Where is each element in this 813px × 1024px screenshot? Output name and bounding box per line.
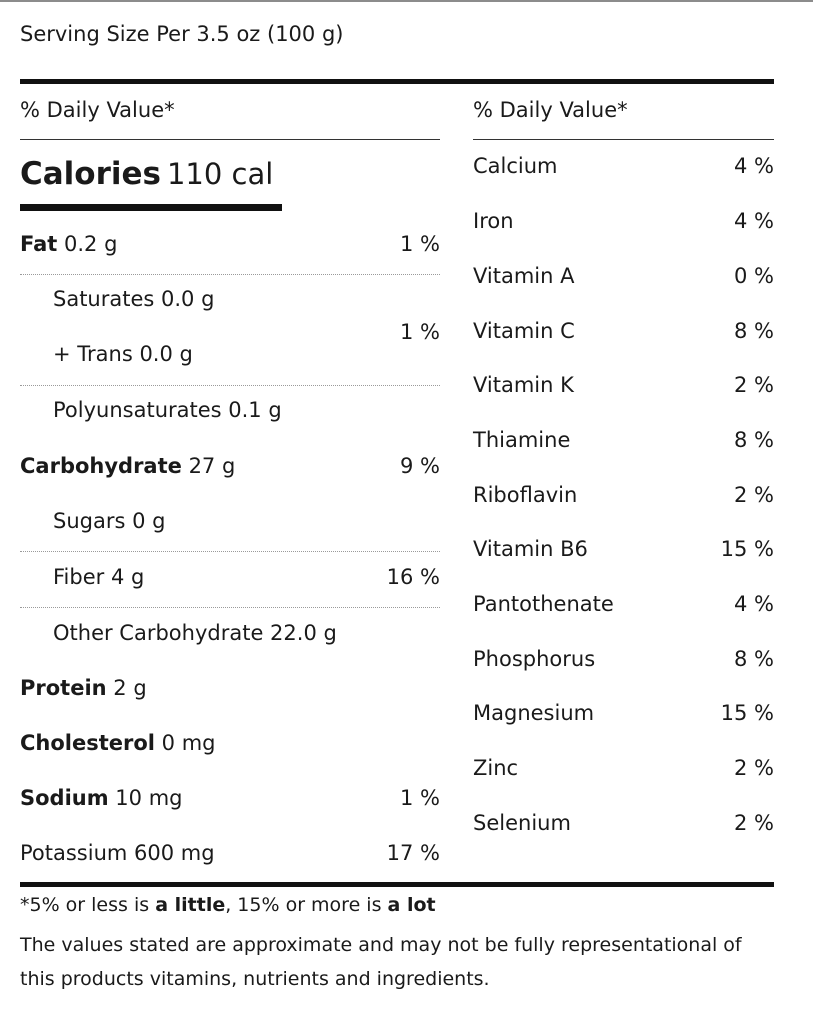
sodium-label: Sodium xyxy=(20,786,109,810)
fat-row xyxy=(20,232,117,256)
nutrient-name: Magnesium xyxy=(473,701,595,725)
footnote-text: *5% or less is xyxy=(20,894,156,916)
sodium-amount: 10 mg xyxy=(108,786,183,810)
protein-amount: 2 g xyxy=(106,676,147,700)
divider xyxy=(20,274,440,275)
saturates-trans-percent: 1 % xyxy=(400,320,440,344)
top-border xyxy=(0,0,813,2)
nutrient-name: Vitamin B6 xyxy=(473,537,588,561)
carbohydrate-row xyxy=(20,454,235,478)
divider xyxy=(20,607,440,608)
nutrient-percent: 4 % xyxy=(734,209,774,233)
carbohydrate-label: Carbohydrate xyxy=(20,454,182,478)
carbohydrate-amount: 27 g xyxy=(181,454,236,478)
cholesterol-label: Cholesterol xyxy=(20,731,155,755)
nutrient-name: Vitamin C xyxy=(473,319,575,343)
trans-row: + Trans 0.0 g xyxy=(53,342,193,366)
potassium-row: Potassium 600 mg xyxy=(20,841,215,865)
calories-label: Calories xyxy=(20,156,161,192)
saturates-row: Saturates 0.0 g xyxy=(53,287,215,311)
cholesterol-amount: 0 mg xyxy=(155,731,216,755)
nutrient-name: Zinc xyxy=(473,756,519,780)
daily-value-header-right xyxy=(473,84,774,140)
fat-label: Fat xyxy=(20,232,58,256)
calories-underline xyxy=(20,204,282,211)
sodium-row xyxy=(20,786,182,810)
daily-value-label: % Daily Value* xyxy=(20,98,175,122)
other-carbohydrate-row: Other Carbohydrate 22.0 g xyxy=(53,621,337,645)
daily-value-footnote xyxy=(20,894,436,916)
potassium-percent: 17 % xyxy=(386,841,440,865)
nutrient-percent: 4 % xyxy=(734,154,774,178)
sodium-percent: 1 % xyxy=(400,786,440,810)
nutrient-name: Pantothenate xyxy=(473,592,614,616)
nutrient-name: Iron xyxy=(473,209,514,233)
nutrient-percent: 15 % xyxy=(720,701,774,725)
cholesterol-row xyxy=(20,731,216,755)
serving-size: Serving Size Per 3.5 oz (100 g) xyxy=(20,22,344,46)
nutrient-name: Vitamin A xyxy=(473,264,575,288)
daily-value-header-left xyxy=(20,84,440,140)
nutrient-percent: 4 % xyxy=(734,592,774,616)
divider xyxy=(20,551,440,552)
footnote-text: , 15% or more is xyxy=(225,894,388,916)
fiber-row: Fiber 4 g xyxy=(53,565,145,589)
daily-value-label: % Daily Value* xyxy=(473,98,628,122)
polyunsaturates-row: Polyunsaturates 0.1 g xyxy=(53,398,282,422)
nutrient-percent: 15 % xyxy=(720,537,774,561)
nutrient-percent: 2 % xyxy=(734,811,774,835)
nutrient-percent: 8 % xyxy=(734,647,774,671)
nutrient-percent: 8 % xyxy=(734,428,774,452)
nutrient-percent: 2 % xyxy=(734,756,774,780)
footnote-bold-little: a little xyxy=(155,894,226,916)
carbohydrate-percent: 9 % xyxy=(400,454,440,478)
sugars-row: Sugars 0 g xyxy=(53,509,166,533)
fat-percent: 1 % xyxy=(400,232,440,256)
disclaimer: The values stated are approximate and may not be fully representational of this products vitamins, nutrients and ingredients. xyxy=(20,934,742,990)
footnote-bold-lot: a lot xyxy=(387,894,436,916)
divider xyxy=(20,385,440,386)
calories xyxy=(20,156,273,192)
nutrient-name: Phosphorus xyxy=(473,647,596,671)
calories-value: 110 cal xyxy=(166,157,274,191)
nutrient-name: Calcium xyxy=(473,154,558,178)
fiber-percent: 16 % xyxy=(386,565,440,589)
nutrient-percent: 2 % xyxy=(734,483,774,507)
protein-row xyxy=(20,676,147,700)
nutrient-name: Selenium xyxy=(473,811,571,835)
fat-amount: 0.2 g xyxy=(57,232,118,256)
nutrient-percent: 8 % xyxy=(734,319,774,343)
nutrient-percent: 0 % xyxy=(734,264,774,288)
thick-divider-bottom xyxy=(20,882,774,887)
nutrient-name: Vitamin K xyxy=(473,373,574,397)
protein-label: Protein xyxy=(20,676,107,700)
nutrient-percent: 2 % xyxy=(734,373,774,397)
nutrient-name: Thiamine xyxy=(473,428,571,452)
nutrient-name: Riboflavin xyxy=(473,483,578,507)
